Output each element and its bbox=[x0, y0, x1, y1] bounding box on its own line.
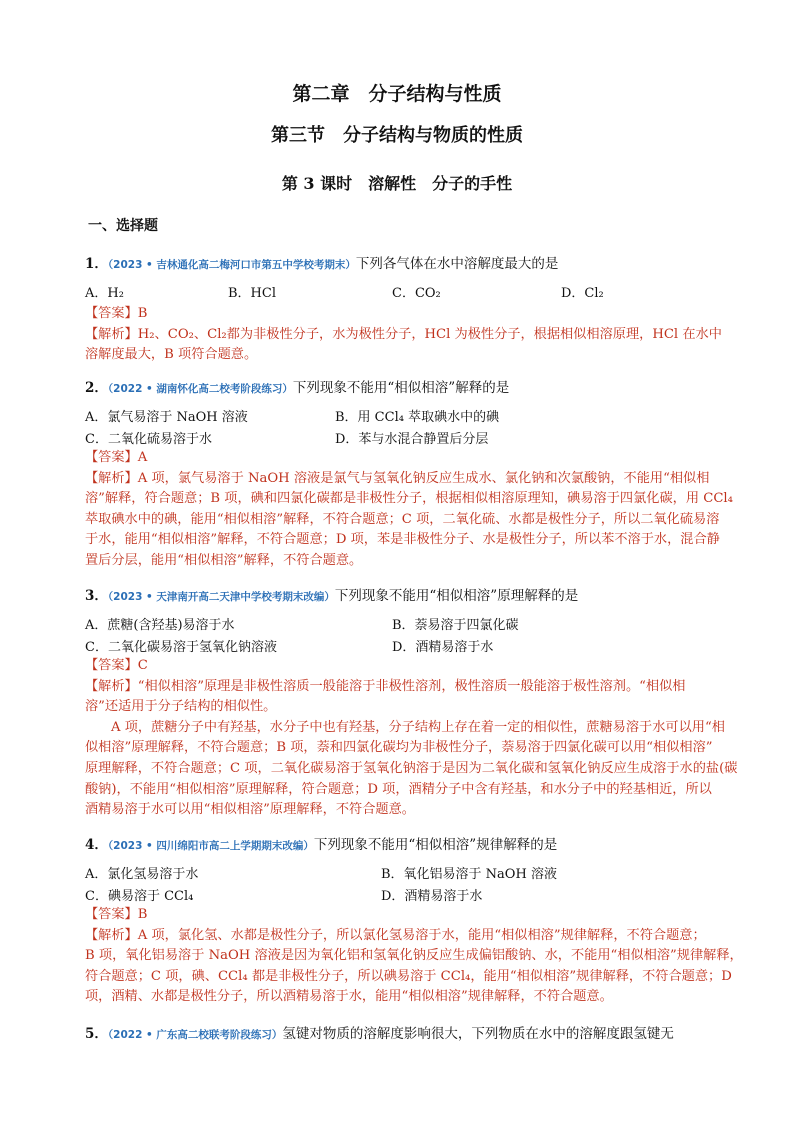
question-stem bbox=[85, 1024, 745, 1045]
options bbox=[85, 614, 745, 636]
option-a: A．蔗糖(含羟基)易溶于水 bbox=[85, 618, 235, 633]
options bbox=[85, 428, 745, 448]
option-c: C．碘易溶于 CCl₄ bbox=[85, 889, 194, 904]
question-number: 4． bbox=[85, 837, 108, 853]
question-2 bbox=[85, 378, 745, 572]
answer: 【答案】B bbox=[85, 907, 148, 922]
answer: 【答案】A bbox=[85, 450, 148, 465]
option-c: C．二氧化硫易溶于水 bbox=[85, 432, 212, 447]
question-number: 2． bbox=[85, 380, 108, 396]
question-stem bbox=[85, 378, 745, 399]
analysis-line: 【解析】H₂、CO₂、Cl₂都为非极性分子，水为极性分子，HCl 为极性分子，根据相似相溶原理，HCl 在水中 bbox=[85, 326, 722, 342]
question-4 bbox=[85, 835, 745, 1008]
analysis-line: 原理解释，不符合题意；C 项，二氧化碳易溶于氢氧化钠溶于是因为二氧化碳和氢氧化钠反应生成溶于水的盐(碳 bbox=[85, 760, 738, 776]
analysis-line: 萃取碘水中的碘，能用“相似相溶”解释，不符合题意；C 项，二氧化硫、水都是极性分子，所以二氧化硫易溶 bbox=[85, 511, 720, 527]
question-source: （2023 • 天津南开高二天津中学校考期末改编） bbox=[107, 591, 335, 603]
question-stem bbox=[85, 835, 745, 856]
option-a: A．氯气易溶于 NaOH 溶液 bbox=[85, 410, 248, 425]
question-number: 5． bbox=[85, 1026, 108, 1042]
question-source: （2022 • 广东高二校联考阶段练习） bbox=[107, 1029, 283, 1041]
option-a: A．H₂ bbox=[85, 286, 124, 301]
option-a: A．氯化氢易溶于水 bbox=[85, 867, 199, 882]
option-d: D．苯与水混合静置后分层 bbox=[335, 432, 489, 447]
analysis-line: 【解析】“相似相溶”原理是非极性溶质一般能溶于非极性溶剂，极性溶质一般能溶于极性溶剂。“相似相 bbox=[85, 678, 686, 694]
answer-block bbox=[85, 656, 745, 821]
question-source: （2023 • 四川绵阳市高二上学期期末改编） bbox=[107, 840, 314, 852]
answer: 【答案】B bbox=[85, 306, 148, 321]
option-b: B．用 CCl₄ 萃取碘水中的碘 bbox=[335, 410, 500, 425]
analysis-line: 似相溶”原理解释，不符合题意；B 项，萘和四氯化碳均为非极性分子，萘易溶于四氯化碳可以用“相似相溶” bbox=[85, 740, 713, 756]
analysis-line: B 项，氧化铝易溶于 NaOH 溶液是因为氧化铝和氢氧化钠反应生成偏铝酸钠、水，不能用“相似相溶”规律解释， bbox=[85, 948, 743, 964]
question-text: 氢键对物质的溶解度影响很大，下列物质在水中的溶解度跟氢键无 bbox=[282, 1026, 674, 1042]
section-heading: 一、选择题 bbox=[88, 218, 158, 234]
analysis-line: 酒精易溶于水可以用“相似相溶”原理解释，不符合题意。 bbox=[85, 802, 415, 818]
option-b: B．HCl bbox=[228, 286, 276, 301]
option-b: B．萘易溶于四氯化碳 bbox=[392, 618, 519, 633]
question-number: 3． bbox=[85, 588, 108, 604]
options bbox=[85, 282, 745, 304]
analysis-line: 【解析】A 项，氯气易溶于 NaOH 溶液是氯气与氢氧化钠反应生成水、氯化钠和次氯酸钠，不能用“相似相 bbox=[85, 470, 710, 486]
question-3 bbox=[85, 586, 745, 821]
analysis-line: 酸钠)，不能用“相似相溶”原理解释，符合题意；D 项，酒精分子中含有羟基，和水分子中的羟基相近，所以 bbox=[85, 781, 712, 797]
analysis-line: A 项，蔗糖分子中有羟基，水分子中也有羟基，分子结构上存在着一定的相似性，蔗糖易溶于水可以用“相 bbox=[111, 719, 725, 735]
option-d: D．酒精易溶于水 bbox=[381, 889, 483, 904]
analysis-line: 于水，能用“相似相溶”解释，不符合题意；D 项，苯是非极性分子、水是极性分子，所以苯不溶于水，混合静 bbox=[85, 532, 720, 548]
question-stem bbox=[85, 586, 745, 607]
options bbox=[85, 636, 745, 656]
question-text: 下列现象不能用“相似相溶”原理解释的是 bbox=[334, 588, 579, 604]
question-source: （2022 • 湖南怀化高二校考阶段练习） bbox=[107, 383, 293, 395]
option-c: C．二氧化碳易溶于氢氧化钠溶液 bbox=[85, 640, 277, 655]
options bbox=[85, 885, 745, 905]
option-c: C．CO₂ bbox=[392, 286, 441, 301]
question-text: 下列各气体在水中溶解度最大的是 bbox=[355, 256, 559, 272]
analysis-line: 项，酒精、水都是极性分子，所以酒精易溶于水，能用“相似相溶”规律解释，不符合题意。 bbox=[85, 989, 613, 1005]
question-1 bbox=[85, 254, 745, 366]
question-stem bbox=[85, 254, 745, 275]
options bbox=[85, 406, 745, 428]
analysis-line: 溶”还适用于分子结构的相似性。 bbox=[85, 699, 277, 715]
analysis-line: 溶解度最大，B 项符合题意。 bbox=[85, 347, 258, 363]
analysis-line: 溶”解释，符合题意；B 项，碘和四氯化碳都是非极性分子，根据相似相溶原理知，碘易溶于四氯化碳，用 CCl₄ bbox=[85, 491, 733, 507]
question-number: 1． bbox=[85, 256, 108, 272]
option-d: D．Cl₂ bbox=[561, 286, 604, 301]
lesson-title: 第 3 课时 溶解性 分子的手性 bbox=[281, 174, 513, 193]
chapter-title: 第二章 分子结构与性质 bbox=[292, 83, 502, 105]
option-d: D．酒精易溶于水 bbox=[392, 640, 494, 655]
section-title: 第三节 分子结构与物质的性质 bbox=[271, 125, 523, 146]
option-b: B．氧化铝易溶于 NaOH 溶液 bbox=[381, 867, 557, 882]
analysis-line: 符合题意；C 项，碘、CCl₄ 都是非极性分子，所以碘易溶于 CCl₄，能用“相似相溶”规律解释，不符合题意；D bbox=[85, 968, 732, 984]
answer-block bbox=[85, 448, 745, 572]
analysis-line: 【解析】A 项，氯化氢、水都是极性分子，所以氯化氢易溶于水，能用“相似相溶”规律解释，不符合题意； bbox=[85, 927, 706, 943]
answer: 【答案】C bbox=[85, 658, 148, 673]
question-text: 下列现象不能用“相似相溶”解释的是 bbox=[292, 380, 510, 396]
answer-block bbox=[85, 304, 745, 366]
answer-block bbox=[85, 905, 745, 1008]
question-source: （2023 • 吉林通化高二梅河口市第五中学校考期末） bbox=[107, 259, 356, 271]
question-text: 下列现象不能用“相似相溶”规律解释的是 bbox=[313, 837, 558, 853]
analysis-line: 置后分层，能用“相似相溶”解释，不符合题意。 bbox=[85, 552, 363, 568]
options bbox=[85, 863, 745, 885]
question-5 bbox=[85, 1024, 745, 1045]
